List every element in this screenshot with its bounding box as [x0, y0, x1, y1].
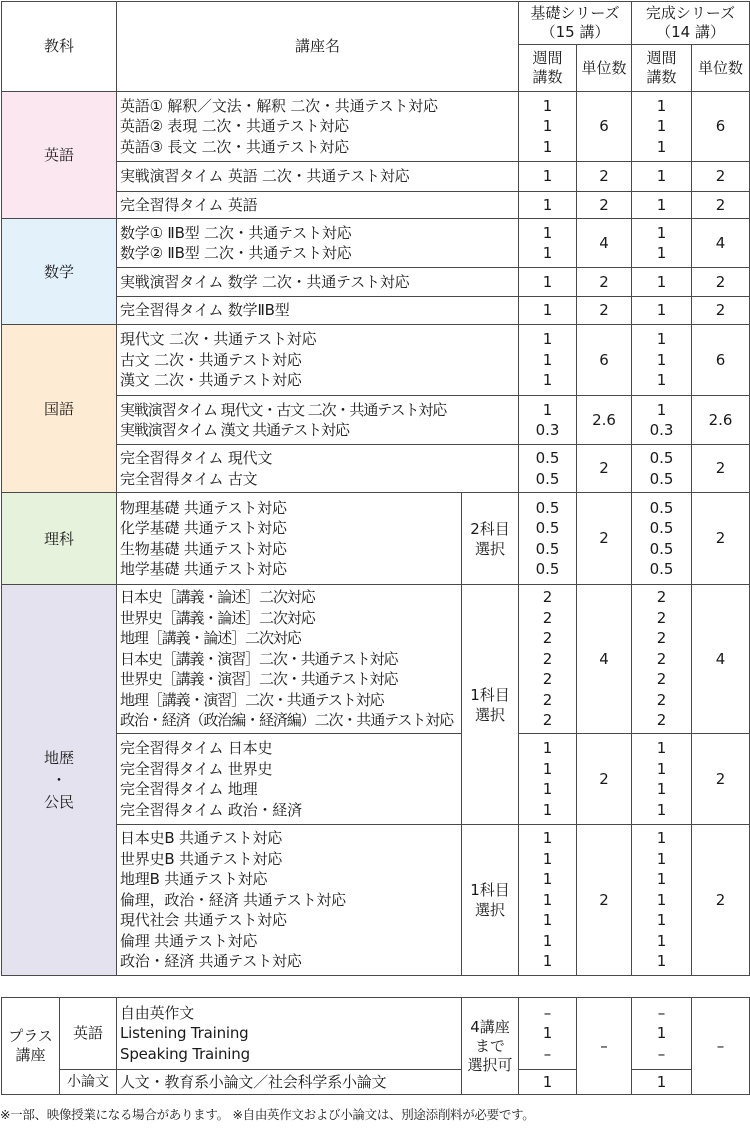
subject-japanese: 国語: [2, 325, 117, 493]
complete-units: 6: [692, 325, 750, 396]
basic-weekly: 1 1 1: [519, 92, 577, 162]
complete-weekly: 2 2 2 2 2 2 2: [632, 585, 692, 734]
header-basic-units: 単位数: [577, 45, 632, 92]
basic-weekly: 1: [519, 162, 577, 192]
course-list: 英語① 解釈／文法・解釈 二次・共通テスト対応 英語② 表現 二次・共通テスト対応 英語③ 長文 二次・共通テスト対応: [117, 92, 519, 162]
complete-weekly: 0.5 0.5 0.5 0.5: [632, 493, 692, 585]
basic-units: 2: [577, 297, 632, 325]
complete-units: 4: [692, 219, 750, 268]
plus-subject-english: 英語: [60, 998, 117, 1070]
basic-units: 2: [577, 734, 632, 825]
course-list: 日本史［講義・論述］二次対応 世界史［講義・論述］二次対応 地理［講義・論述］二次対応 日本史［講義・演習］二次・共通テスト対応 世界史［講義・演習］二次・共通テスト対応 地理［講義・演習］二次・共通テスト対応 政治・経済（政治編・経済編）二次・共通テスト対応: [117, 585, 462, 734]
basic-weekly: 1 1: [519, 219, 577, 268]
complete-weekly: – 1 –: [632, 998, 692, 1070]
basic-units: –: [577, 998, 632, 1095]
basic-weekly: 1: [519, 1070, 577, 1095]
complete-units: 2: [692, 297, 750, 325]
complete-units: 2: [692, 734, 750, 825]
basic-weekly: 1: [519, 268, 577, 297]
header-subject: 教科: [2, 2, 117, 92]
header-course-name: 講座名: [117, 2, 519, 92]
basic-weekly: – 1 –: [519, 998, 577, 1070]
course-list: 完全習得タイム 日本史 完全習得タイム 世界史 完全習得タイム 地理 完全習得タイム 政治・経済: [117, 734, 462, 825]
complete-units: 4: [692, 585, 750, 734]
footnote: ※一部、映像授業になる場合があります。 ※自由英作文および小論文は、別途添削料が必要です。: [0, 1107, 535, 1122]
basic-units: 2: [577, 162, 632, 192]
basic-units: 2: [577, 445, 632, 493]
selection-note: 4講座 まで 選択可: [462, 998, 519, 1095]
course-list: 完全習得タイム 現代文 完全習得タイム 古文: [117, 445, 519, 493]
complete-units: 2: [692, 162, 750, 192]
basic-weekly: 1: [519, 192, 577, 219]
basic-units: 2: [577, 825, 632, 976]
complete-weekly: 1: [632, 162, 692, 192]
basic-units: 4: [577, 585, 632, 734]
selection-note: 1科目 選択: [462, 825, 519, 976]
complete-units: 2: [692, 192, 750, 219]
basic-weekly: 1 0.3: [519, 396, 577, 445]
basic-weekly: 0.5 0.5: [519, 445, 577, 493]
course-list: 自由英作文 Listening Training Speaking Training: [117, 998, 462, 1070]
course-list: 人文・教育系小論文／社会科学系小論文: [117, 1070, 462, 1095]
subject-math: 数学: [2, 219, 117, 325]
course-list: 現代文 二次・共通テスト対応 古文 二次・共通テスト対応 漢文 二次・共通テスト対応: [117, 325, 519, 396]
plus-course-label: プラス 講座: [2, 998, 60, 1095]
selection-note: 1科目 選択: [462, 585, 519, 825]
complete-weekly: 1: [632, 1070, 692, 1095]
complete-weekly: 1 1 1 1: [632, 734, 692, 825]
course-list: 実戦演習タイム 現代文・古文 二次・共通テスト対応 実戦演習タイム 漢文 共通テスト対応: [117, 396, 519, 445]
course-table: [1, 1, 750, 976]
complete-units: 2.6: [692, 396, 750, 445]
complete-units: 2: [692, 493, 750, 585]
complete-weekly: 1 1 1: [632, 92, 692, 162]
subject-english: 英語: [2, 92, 117, 219]
course-list: 実戦演習タイム 英語 二次・共通テスト対応: [117, 162, 519, 192]
header-complete-units: 単位数: [692, 45, 750, 92]
complete-weekly: 1 1: [632, 219, 692, 268]
complete-weekly: 1 1 1: [632, 325, 692, 396]
complete-weekly: 1: [632, 297, 692, 325]
basic-units: 2.6: [577, 396, 632, 445]
complete-units: 2: [692, 445, 750, 493]
course-list: 完全習得タイム 英語: [117, 192, 519, 219]
plus-course-table: [1, 997, 750, 1095]
basic-units: 2: [577, 493, 632, 585]
basic-units: 4: [577, 219, 632, 268]
complete-weekly: 1 1 1 1 1 1 1: [632, 825, 692, 976]
course-list: 数学① ⅡB型 二次・共通テスト対応 数学② ⅡB型 二次・共通テスト対応: [117, 219, 519, 268]
basic-units: 2: [577, 192, 632, 219]
basic-units: 6: [577, 325, 632, 396]
complete-units: 2: [692, 268, 750, 297]
course-list: 日本史B 共通テスト対応 世界史B 共通テスト対応 地理B 共通テスト対応 倫理，政治・経済 共通テスト対応 現代社会 共通テスト対応 倫理 共通テスト対応 政治・経済 共通テスト対応: [117, 825, 462, 976]
course-list: 実戦演習タイム 数学 二次・共通テスト対応: [117, 268, 519, 297]
header-complete-weekly: 週間 講数: [632, 45, 692, 92]
basic-weekly: 1 1 1 1: [519, 734, 577, 825]
complete-weekly: 1: [632, 268, 692, 297]
complete-weekly: 0.5 0.5: [632, 445, 692, 493]
basic-weekly: 1 1 1 1 1 1 1: [519, 825, 577, 976]
basic-weekly: 2 2 2 2 2 2 2: [519, 585, 577, 734]
complete-units: –: [692, 998, 750, 1095]
header-complete-series: 完成シリーズ （14 講）: [632, 2, 750, 45]
complete-weekly: 1: [632, 192, 692, 219]
course-list: 完全習得タイム 数学ⅡB型: [117, 297, 519, 325]
basic-weekly: 0.5 0.5 0.5 0.5: [519, 493, 577, 585]
header-basic-series: 基礎シリーズ （15 講）: [519, 2, 632, 45]
course-list: 物理基礎 共通テスト対応 化学基礎 共通テスト対応 生物基礎 共通テスト対応 地学基礎 共通テスト対応: [117, 493, 462, 585]
header-basic-weekly: 週間 講数: [519, 45, 577, 92]
basic-units: 6: [577, 92, 632, 162]
complete-units: 2: [692, 825, 750, 976]
subject-science: 理科: [2, 493, 117, 585]
basic-units: 2: [577, 268, 632, 297]
basic-weekly: 1: [519, 297, 577, 325]
complete-units: 6: [692, 92, 750, 162]
plus-subject-essay: 小論文: [60, 1070, 117, 1095]
basic-weekly: 1 1 1: [519, 325, 577, 396]
subject-social-studies: 地歴 ・ 公民: [2, 585, 117, 976]
complete-weekly: 1 0.3: [632, 396, 692, 445]
selection-note: 2科目 選択: [462, 493, 519, 585]
